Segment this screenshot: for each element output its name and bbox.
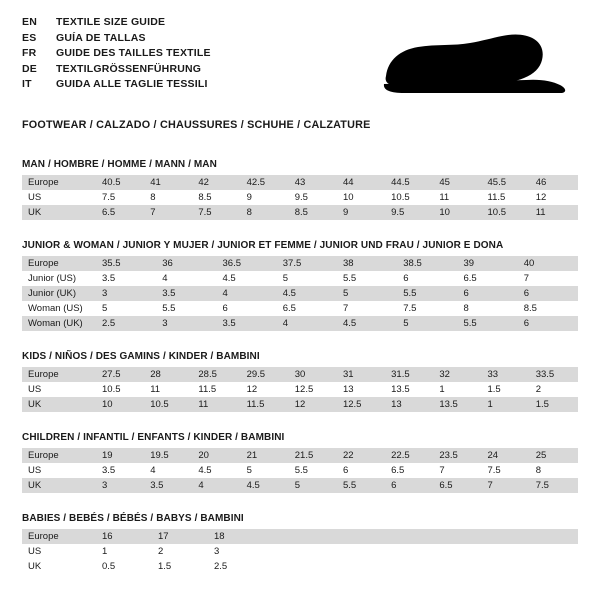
size-cell: 5.5 bbox=[337, 271, 397, 286]
size-cell: 3.5 bbox=[96, 271, 156, 286]
table-row bbox=[22, 367, 578, 382]
size-cell: 35.5 bbox=[96, 256, 156, 271]
size-cell: 31.5 bbox=[385, 367, 433, 382]
language-title-list bbox=[22, 16, 211, 94]
size-cell: 7.5 bbox=[397, 301, 457, 316]
size-cell: 42.5 bbox=[241, 175, 289, 190]
size-cell: 8.5 bbox=[192, 190, 240, 205]
language-row bbox=[22, 32, 211, 48]
language-row bbox=[22, 16, 211, 32]
size-cell: 8 bbox=[530, 463, 578, 478]
size-cell: 8.5 bbox=[289, 205, 337, 220]
size-cell: 21 bbox=[241, 448, 289, 463]
section-title: BABIES / BEBÉS / BÉBÉS / BABYS / BAMBINI bbox=[22, 513, 244, 524]
size-cell: 10.5 bbox=[144, 397, 192, 412]
size-cell: 6.5 bbox=[277, 301, 337, 316]
size-cell: 6 bbox=[337, 463, 385, 478]
size-cell: 11 bbox=[192, 397, 240, 412]
size-cell: 6.5 bbox=[458, 271, 518, 286]
size-cell: 5 bbox=[289, 478, 337, 493]
row-label: Junior (US) bbox=[22, 271, 96, 286]
size-cell: 28 bbox=[144, 367, 192, 382]
size-cell: 12 bbox=[241, 382, 289, 397]
size-cell: 7.5 bbox=[530, 478, 578, 493]
size-cell: 6.5 bbox=[385, 463, 433, 478]
size-cell: 22.5 bbox=[385, 448, 433, 463]
size-cell: 5.5 bbox=[289, 463, 337, 478]
size-cell: 6 bbox=[458, 286, 518, 301]
size-cell: 44 bbox=[337, 175, 385, 190]
table-filler-cell bbox=[264, 529, 578, 544]
size-cell: 4 bbox=[192, 478, 240, 493]
language-row bbox=[22, 47, 211, 63]
size-cell: 45.5 bbox=[482, 175, 530, 190]
size-cell: 5 bbox=[277, 271, 337, 286]
size-cell: 3.5 bbox=[217, 316, 277, 331]
table-row bbox=[22, 316, 578, 331]
size-cell: 25 bbox=[530, 448, 578, 463]
size-cell: 5 bbox=[96, 301, 156, 316]
size-cell: 19.5 bbox=[144, 448, 192, 463]
size-cell: 32 bbox=[433, 367, 481, 382]
size-cell: 5.5 bbox=[337, 478, 385, 493]
size-cell: 7 bbox=[144, 205, 192, 220]
dress-shoe-icon bbox=[374, 30, 574, 102]
size-cell: 7.5 bbox=[192, 205, 240, 220]
size-cell: 4.5 bbox=[337, 316, 397, 331]
size-cell: 46 bbox=[530, 175, 578, 190]
size-cell: 18 bbox=[208, 529, 264, 544]
table-row bbox=[22, 559, 578, 574]
section-junior-woman bbox=[22, 240, 578, 331]
size-cell: 42 bbox=[192, 175, 240, 190]
size-cell: 4 bbox=[277, 316, 337, 331]
size-cell: 2.5 bbox=[208, 559, 264, 574]
size-cell: 9.5 bbox=[385, 205, 433, 220]
row-label: US bbox=[22, 190, 96, 205]
section-man bbox=[22, 159, 578, 220]
size-cell: 38 bbox=[337, 256, 397, 271]
row-label: Europe bbox=[22, 529, 96, 544]
size-cell: 1.5 bbox=[482, 382, 530, 397]
size-cell: 9 bbox=[337, 205, 385, 220]
table-row bbox=[22, 478, 578, 493]
size-cell: 2.5 bbox=[96, 316, 156, 331]
size-cell: 30 bbox=[289, 367, 337, 382]
size-cell: 4 bbox=[217, 286, 277, 301]
size-cell: 36.5 bbox=[217, 256, 277, 271]
size-cell: 6 bbox=[397, 271, 457, 286]
size-cell: 10.5 bbox=[482, 205, 530, 220]
size-cell: 1.5 bbox=[530, 397, 578, 412]
language-code: IT bbox=[22, 78, 32, 90]
language-code: FR bbox=[22, 47, 37, 59]
size-cell: 6 bbox=[217, 301, 277, 316]
size-cell: 2 bbox=[152, 544, 208, 559]
table-row bbox=[22, 205, 578, 220]
language-title-list-body bbox=[22, 16, 211, 94]
size-cell: 7 bbox=[482, 478, 530, 493]
size-cell: 6.5 bbox=[433, 478, 481, 493]
size-cell: 2 bbox=[530, 382, 578, 397]
size-cell: 5.5 bbox=[458, 316, 518, 331]
section-children bbox=[22, 432, 578, 493]
row-label: Europe bbox=[22, 256, 96, 271]
size-cell: 11 bbox=[144, 382, 192, 397]
size-cell: 45 bbox=[433, 175, 481, 190]
size-cell: 1 bbox=[433, 382, 481, 397]
size-cell: 29.5 bbox=[241, 367, 289, 382]
size-cell: 10.5 bbox=[96, 382, 144, 397]
size-cell: 19 bbox=[96, 448, 144, 463]
section-babies bbox=[22, 513, 578, 574]
size-cell: 41 bbox=[144, 175, 192, 190]
size-cell: 7 bbox=[337, 301, 397, 316]
size-cell: 10 bbox=[96, 397, 144, 412]
size-cell: 37.5 bbox=[277, 256, 337, 271]
table-row bbox=[22, 382, 578, 397]
size-cell: 12 bbox=[289, 397, 337, 412]
language-code: ES bbox=[22, 31, 37, 44]
size-cell: 24 bbox=[482, 448, 530, 463]
size-cell: 12.5 bbox=[337, 397, 385, 412]
size-cell: 5.5 bbox=[397, 286, 457, 301]
size-cell: 3.5 bbox=[144, 478, 192, 493]
size-cell: 8.5 bbox=[518, 301, 578, 316]
table-filler-cell bbox=[264, 559, 578, 574]
size-cell: 9 bbox=[241, 190, 289, 205]
size-cell: 3 bbox=[96, 286, 156, 301]
row-label: UK bbox=[22, 205, 96, 220]
size-cell: 12.5 bbox=[289, 382, 337, 397]
language-row bbox=[22, 78, 211, 94]
size-cell: 17 bbox=[152, 529, 208, 544]
size-table-body bbox=[22, 529, 578, 574]
size-cell: 28.5 bbox=[192, 367, 240, 382]
size-cell: 13.5 bbox=[433, 397, 481, 412]
language-row bbox=[22, 63, 211, 79]
size-table-body bbox=[22, 367, 578, 412]
row-label: UK bbox=[22, 478, 96, 493]
size-cell: 4 bbox=[156, 271, 216, 286]
size-table-babies bbox=[22, 529, 578, 574]
size-table-body bbox=[22, 175, 578, 220]
size-cell: 43 bbox=[289, 175, 337, 190]
language-code: DE bbox=[22, 62, 37, 75]
size-cell: 33.5 bbox=[530, 367, 578, 382]
size-cell: 8 bbox=[144, 190, 192, 205]
size-table-junior-woman bbox=[22, 256, 578, 331]
size-cell: 13 bbox=[337, 382, 385, 397]
size-cell: 4.5 bbox=[241, 478, 289, 493]
size-cell: 22 bbox=[337, 448, 385, 463]
table-row bbox=[22, 529, 578, 544]
size-cell: 5 bbox=[397, 316, 457, 331]
size-cell: 33 bbox=[482, 367, 530, 382]
row-label: Europe bbox=[22, 367, 96, 382]
size-cell: 3.5 bbox=[156, 286, 216, 301]
size-cell: 6 bbox=[518, 286, 578, 301]
row-label: US bbox=[22, 382, 96, 397]
size-cell: 40.5 bbox=[96, 175, 144, 190]
size-table-children bbox=[22, 448, 578, 493]
size-cell: 4.5 bbox=[277, 286, 337, 301]
size-cell: 12 bbox=[530, 190, 578, 205]
language-title: TEXTILGRÖSSENFÜHRUNG bbox=[56, 62, 202, 75]
row-label: Junior (UK) bbox=[22, 286, 96, 301]
size-cell: 13 bbox=[385, 397, 433, 412]
section-title: MAN / HOMBRE / HOMME / MANN / MAN bbox=[22, 159, 217, 170]
language-title: GUIDE DES TAILLES TEXTILE bbox=[56, 47, 211, 59]
size-cell: 5.5 bbox=[156, 301, 216, 316]
size-cell: 4.5 bbox=[217, 271, 277, 286]
size-cell: 11.5 bbox=[482, 190, 530, 205]
category-line: FOOTWEAR / CALZADO / CHAUSSURES / SCHUHE / CALZATURE bbox=[22, 119, 371, 131]
table-row bbox=[22, 448, 578, 463]
size-cell: 11 bbox=[530, 205, 578, 220]
size-cell: 10.5 bbox=[385, 190, 433, 205]
row-label: Woman (US) bbox=[22, 301, 96, 316]
size-cell: 3 bbox=[208, 544, 264, 559]
table-row bbox=[22, 397, 578, 412]
table-row bbox=[22, 175, 578, 190]
table-row bbox=[22, 286, 578, 301]
row-label: Europe bbox=[22, 175, 96, 190]
size-cell: 7 bbox=[433, 463, 481, 478]
size-cell: 10 bbox=[337, 190, 385, 205]
size-cell: 44.5 bbox=[385, 175, 433, 190]
language-title: TEXTILE SIZE GUIDE bbox=[56, 16, 166, 28]
row-label: Woman (UK) bbox=[22, 316, 96, 331]
size-cell: 11.5 bbox=[241, 397, 289, 412]
document-header bbox=[22, 16, 578, 108]
size-table-man bbox=[22, 175, 578, 220]
size-cell: 7.5 bbox=[482, 463, 530, 478]
size-table-kids bbox=[22, 367, 578, 412]
size-cell: 6.5 bbox=[96, 205, 144, 220]
size-cell: 23.5 bbox=[433, 448, 481, 463]
size-cell: 7 bbox=[518, 271, 578, 286]
size-cell: 8 bbox=[241, 205, 289, 220]
size-cell: 39 bbox=[458, 256, 518, 271]
size-table-body bbox=[22, 256, 578, 331]
size-cell: 1.5 bbox=[152, 559, 208, 574]
section-title: JUNIOR & WOMAN / JUNIOR Y MUJER / JUNIOR ET FEMME / JUNIOR UND FRAU / JUNIOR E DONA bbox=[22, 240, 504, 251]
section-title: KIDS / NIÑOS / DES GAMINS / KINDER / BAMBINI bbox=[22, 351, 260, 362]
row-label: UK bbox=[22, 559, 96, 574]
size-cell: 0.5 bbox=[96, 559, 152, 574]
size-cell: 10 bbox=[433, 205, 481, 220]
size-cell: 1 bbox=[482, 397, 530, 412]
size-cell: 7.5 bbox=[96, 190, 144, 205]
size-cell: 11.5 bbox=[192, 382, 240, 397]
table-row bbox=[22, 301, 578, 316]
size-table-body bbox=[22, 448, 578, 493]
size-cell: 21.5 bbox=[289, 448, 337, 463]
size-cell: 20 bbox=[192, 448, 240, 463]
size-cell: 4 bbox=[144, 463, 192, 478]
row-label: Europe bbox=[22, 448, 96, 463]
size-cell: 3 bbox=[96, 478, 144, 493]
row-label: UK bbox=[22, 397, 96, 412]
size-cell: 38.5 bbox=[397, 256, 457, 271]
size-cell: 8 bbox=[458, 301, 518, 316]
table-row bbox=[22, 544, 578, 559]
size-cell: 5 bbox=[241, 463, 289, 478]
size-cell: 27.5 bbox=[96, 367, 144, 382]
size-cell: 31 bbox=[337, 367, 385, 382]
section-title: CHILDREN / INFANTIL / ENFANTS / KINDER / BAMBINI bbox=[22, 432, 285, 443]
size-cell: 4.5 bbox=[192, 463, 240, 478]
table-row bbox=[22, 190, 578, 205]
size-cell: 9.5 bbox=[289, 190, 337, 205]
language-title: GUÍA DE TALLAS bbox=[56, 31, 146, 44]
size-cell: 40 bbox=[518, 256, 578, 271]
size-cell: 3 bbox=[156, 316, 216, 331]
language-code: EN bbox=[22, 16, 37, 28]
size-cell: 16 bbox=[96, 529, 152, 544]
size-cell: 6 bbox=[385, 478, 433, 493]
size-cell: 5 bbox=[337, 286, 397, 301]
size-cell: 11 bbox=[433, 190, 481, 205]
table-filler-cell bbox=[264, 544, 578, 559]
section-kids bbox=[22, 351, 578, 412]
size-cell: 36 bbox=[156, 256, 216, 271]
size-cell: 3.5 bbox=[96, 463, 144, 478]
size-cell: 1 bbox=[96, 544, 152, 559]
table-row bbox=[22, 271, 578, 286]
row-label: US bbox=[22, 463, 96, 478]
language-title: GUIDA ALLE TAGLIE TESSILI bbox=[56, 78, 208, 90]
table-row bbox=[22, 463, 578, 478]
size-cell: 13.5 bbox=[385, 382, 433, 397]
size-cell: 6 bbox=[518, 316, 578, 331]
table-row bbox=[22, 256, 578, 271]
row-label: US bbox=[22, 544, 96, 559]
